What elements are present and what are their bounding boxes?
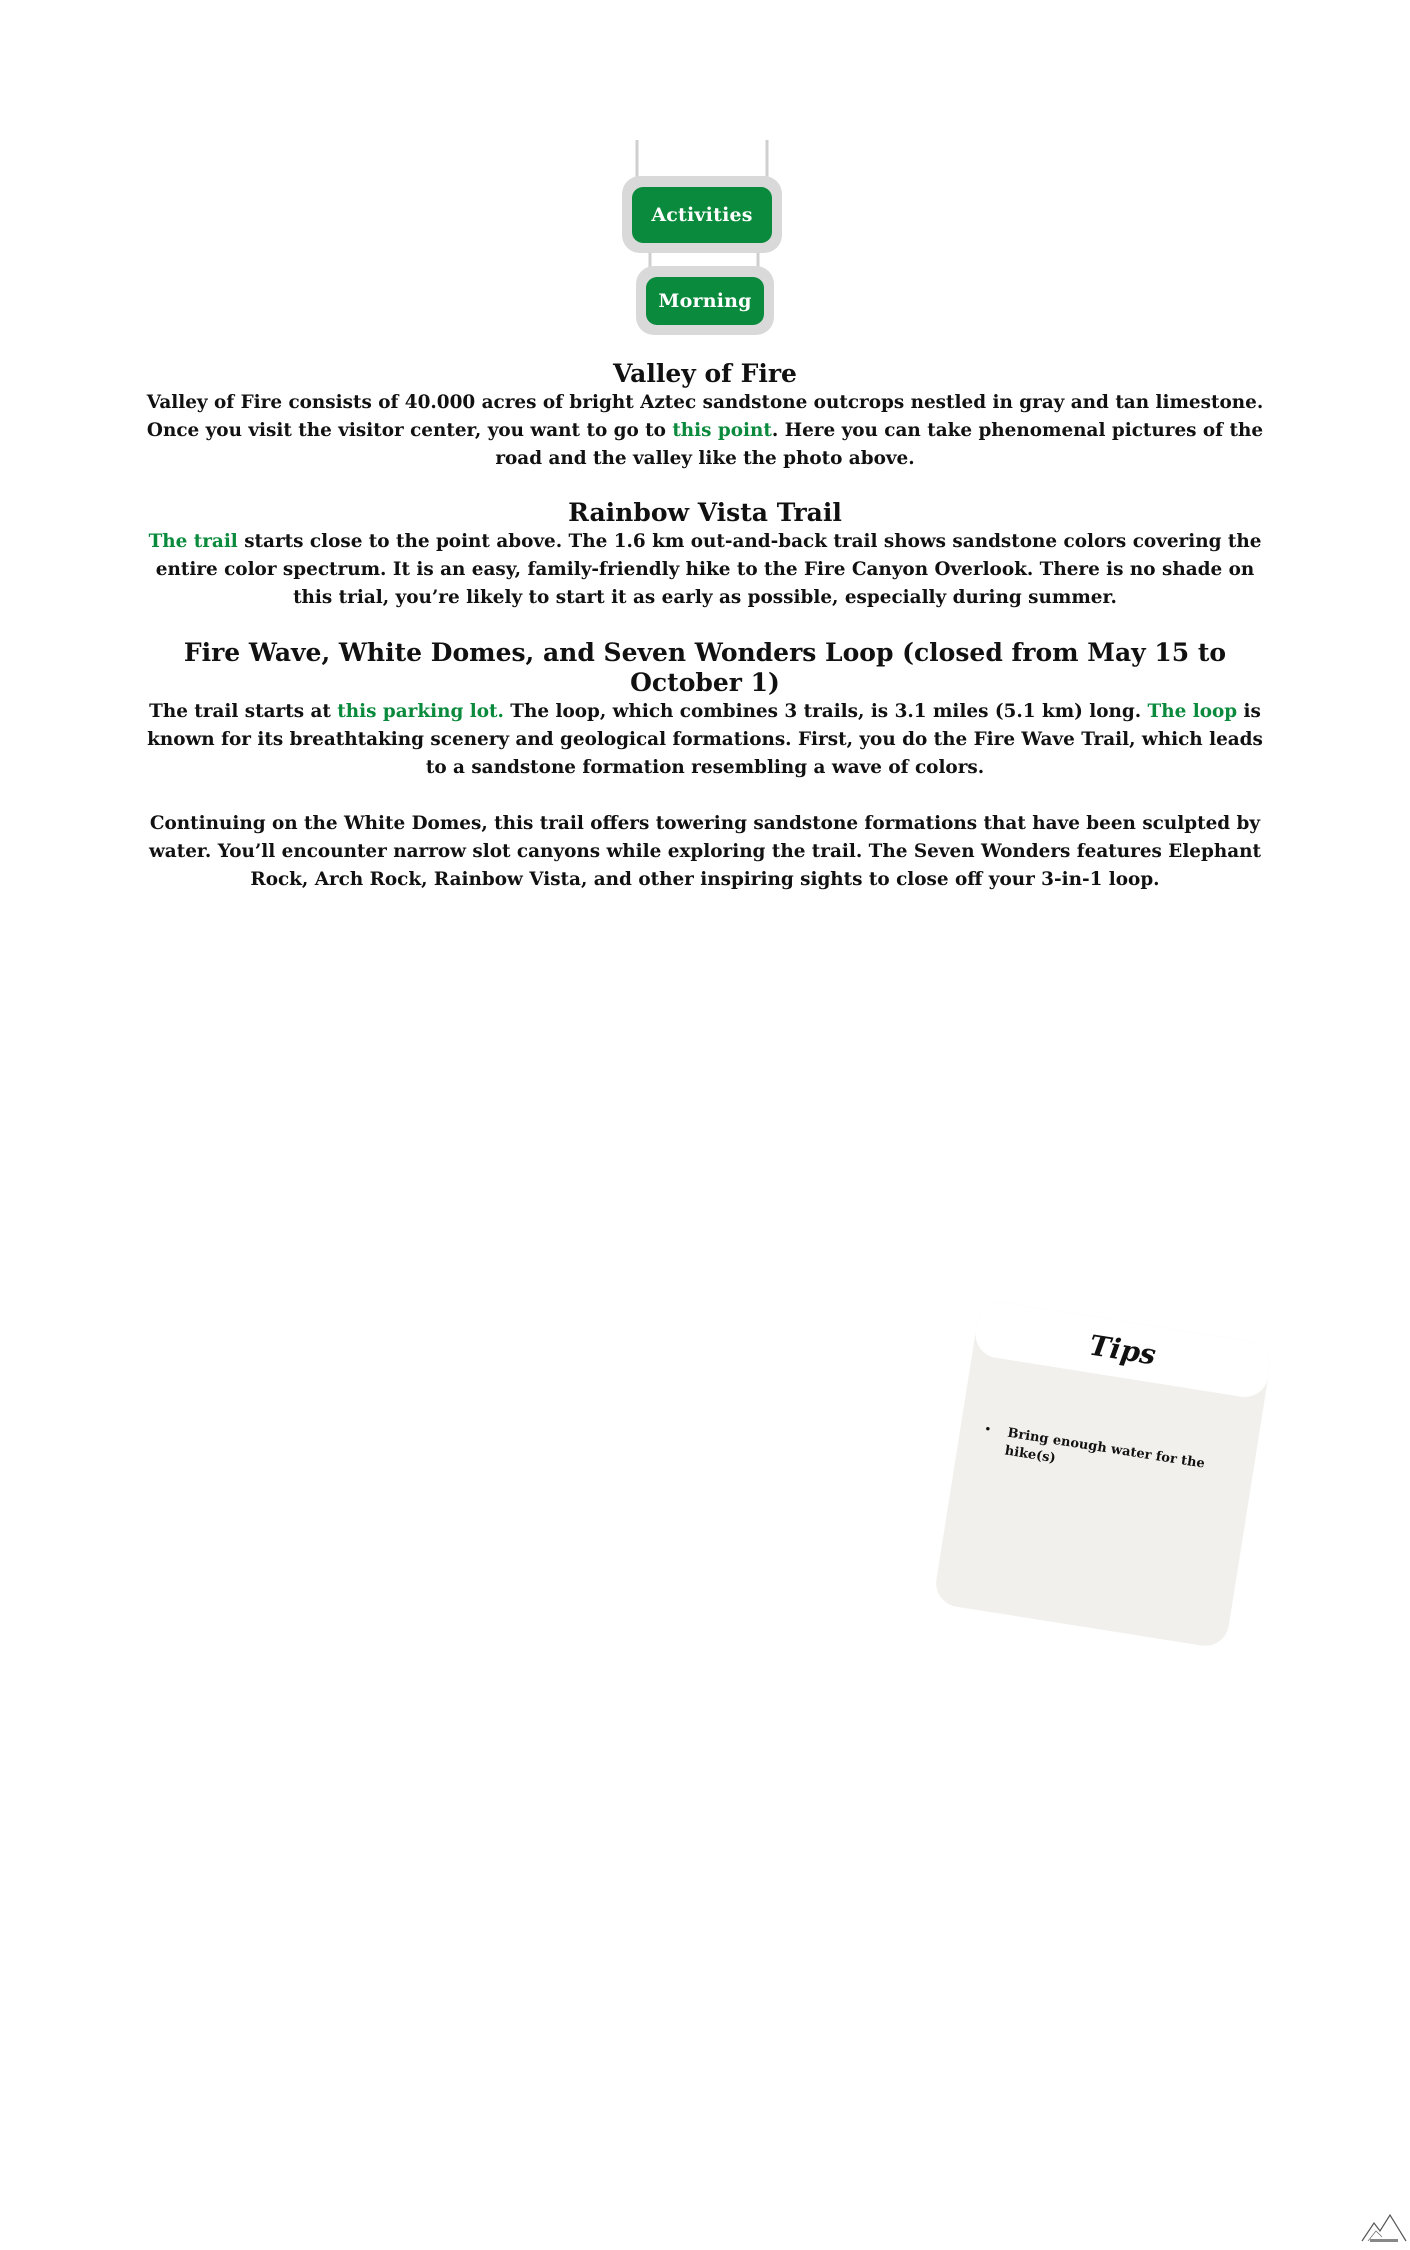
this-point-link[interactable]: this point bbox=[672, 420, 772, 441]
parking-lot-link[interactable]: this parking lot. bbox=[337, 701, 504, 722]
the-loop-link[interactable]: The loop bbox=[1147, 701, 1238, 722]
valley-of-fire-text bbox=[135, 389, 1275, 473]
tip-text: Bring enough water for the hike(s) bbox=[1003, 1425, 1206, 1472]
rainbow-vista-heading: Rainbow Vista Trail bbox=[568, 498, 842, 527]
rainbow-vista-text bbox=[135, 528, 1275, 612]
valley-text-end: . Here you can take phenomenal pictures of the road and the valley like the photo above. bbox=[495, 420, 1264, 469]
tip-item bbox=[980, 1421, 1254, 1499]
morning-sign-label: Morning bbox=[646, 277, 764, 325]
fire-wave-text-2: The loop, which combines 3 trails, is 3.1 miles (5.1 km) long. bbox=[503, 701, 1148, 722]
tips-list bbox=[980, 1421, 1254, 1499]
tips-header bbox=[972, 1299, 1273, 1401]
activities-sign-label: Activities bbox=[632, 187, 772, 243]
valley-text-start: Valley of Fire consists of 40.000 acres of bright Aztec sandstone outcrops nestled in gray and tan limestone. Once you visit the visitor center, you want to go to bbox=[146, 392, 1264, 441]
tips-card bbox=[933, 1299, 1274, 1650]
valley-of-fire-section bbox=[135, 359, 1275, 473]
white-domes-text: Continuing on the White Domes, this trail offers towering sandstone formations that have been sculpted by water. You’ll encounter narrow slot canyons while exploring the trail. The Seven Wonders features Elephant Rock, Arch Rock, Rainbow Vista, and other inspiring sights to close off your 3-in-1 loop. bbox=[148, 813, 1262, 890]
valley-of-fire-heading: Valley of Fire bbox=[613, 359, 797, 388]
tips-title: Tips bbox=[1087, 1328, 1159, 1372]
morning-sign bbox=[636, 266, 774, 335]
rainbow-vista-section bbox=[135, 498, 1275, 612]
activities-sign bbox=[622, 176, 782, 253]
tip-bullet: • bbox=[983, 1423, 992, 1436]
the-trail-link[interactable]: The trail bbox=[148, 531, 238, 552]
rainbow-text-rest: starts close to the point above. The 1.6 km out-and-back trail shows sandstone colors covering the entire color spectrum. It is an easy, family-friendly hike to the Fire Canyon Overlook. There is no shade on this trial, you’re likely to start it as early as possible, especially during summer. bbox=[155, 531, 1262, 608]
mountain-logo-icon bbox=[1360, 2205, 1408, 2245]
fire-wave-text bbox=[135, 698, 1275, 782]
fire-wave-text-3: is known for its breathtaking scenery and geological formations. First, you do the Fire Wave Trail, which leads to a sandstone formation resembling a wave of colors. bbox=[147, 701, 1263, 778]
fire-wave-heading: Fire Wave, White Domes, and Seven Wonders Loop (closed from May 15 to October 1) bbox=[183, 638, 1227, 697]
fire-wave-section bbox=[135, 638, 1275, 894]
fire-wave-text-1: The trail starts at bbox=[149, 701, 338, 722]
